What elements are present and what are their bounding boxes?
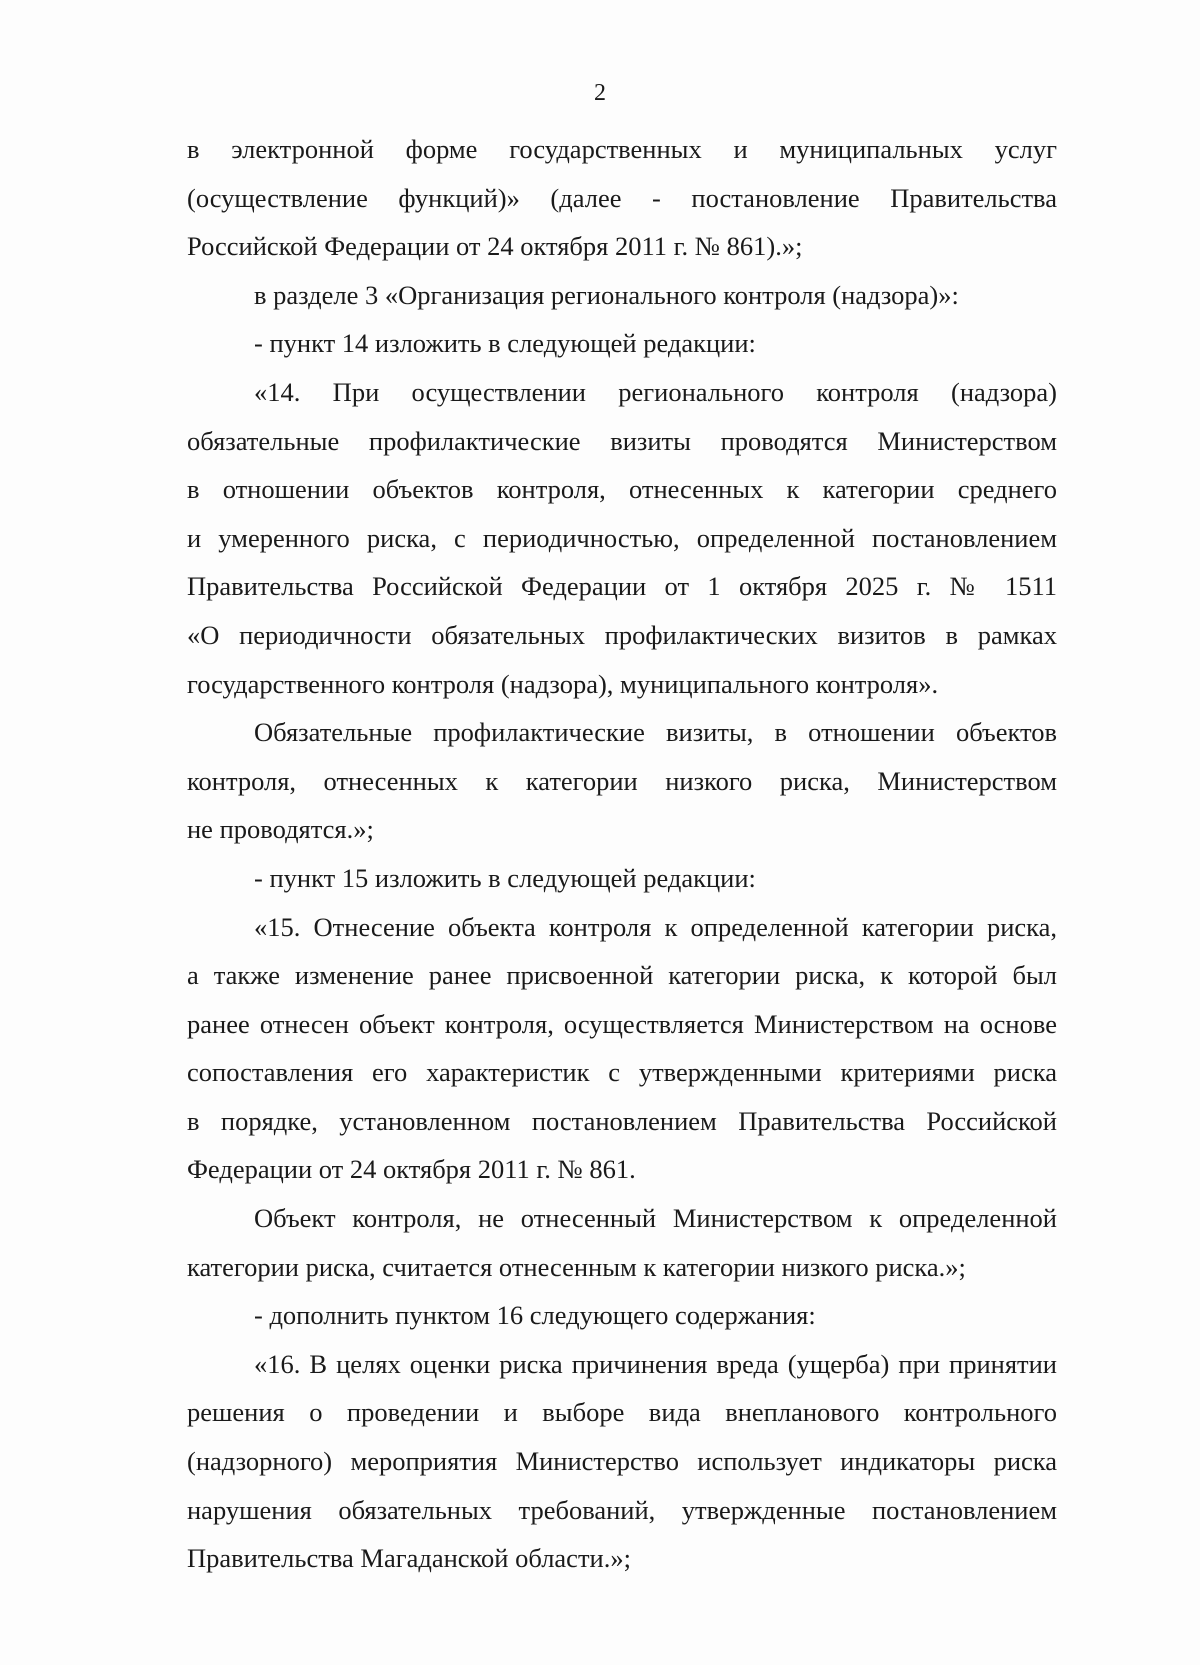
- text-line: Объект контроля, не отнесенный Министерством к определенной: [254, 1203, 1057, 1234]
- text-line: «14. При осуществлении регионального контроля (надзора): [254, 376, 1057, 407]
- text-line: (надзорного) мероприятия Министерство использует индикаторы риска: [187, 1446, 1057, 1477]
- text-line: Правительства Магаданской области.»;: [187, 1543, 631, 1574]
- text-line: сопоставления его характеристик с утвержденными критериями риска: [187, 1057, 1057, 1088]
- text-line: - пункт 15 изложить в следующей редакции:: [254, 862, 756, 893]
- text-line: обязательные профилактические визиты проводятся Министерством: [187, 425, 1057, 456]
- text-line: - пункт 14 изложить в следующей редакции:: [254, 328, 756, 359]
- page-number: 2: [594, 80, 606, 106]
- text-line: в разделе 3 «Организация регионального контроля (надзора)»:: [254, 279, 959, 310]
- text-line: «16. В целях оценки риска причинения вреда (ущерба) при принятии: [254, 1348, 1057, 1379]
- text-line: в электронной форме государственных и муниципальных услуг: [187, 134, 1057, 164]
- text-line: ранее отнесен объект контроля, осуществляется Министерством на основе: [187, 1008, 1057, 1039]
- text-line: в порядке, установленном постановлением Правительства Российской: [187, 1105, 1057, 1136]
- text-line: государственного контроля (надзора), муниципального контроля».: [187, 668, 939, 699]
- text-line: (осуществление функций)» (далее - постановление Правительства: [187, 182, 1057, 213]
- text-line: не проводятся.»;: [187, 814, 374, 845]
- text-line: Обязательные профилактические визиты, в отношении объектов: [254, 717, 1057, 748]
- text-line: Федерации от 24 октября 2011 г. № 861.: [187, 1154, 636, 1185]
- text-line: и умеренного риска, с периодичностью, определенной постановлением: [187, 522, 1057, 553]
- text-line: а также изменение ранее присвоенной категории риска, к которой был: [187, 960, 1057, 991]
- text-line: нарушения обязательных требований, утвержденные постановлением: [187, 1494, 1057, 1525]
- text-line: в отношении объектов контроля, отнесенных к категории среднего: [187, 474, 1057, 505]
- text-line: категории риска, считается отнесенным к категории низкого риска.»;: [187, 1251, 966, 1282]
- text-line: - дополнить пунктом 16 следующего содержания:: [254, 1300, 816, 1331]
- text-line: контроля, отнесенных к категории низкого риска, Министерством: [187, 765, 1057, 796]
- text-line: «15. Отнесение объекта контроля к определенной категории риска,: [254, 911, 1057, 942]
- document-body: [187, 125, 1057, 1583]
- text-line: «О периодичности обязательных профилактических визитов в рамках: [187, 619, 1057, 650]
- text-line: Российской Федерации от 24 октября 2011 г. № 861).»;: [187, 231, 803, 262]
- text-line: Правительства Российской Федерации от 1 октября 2025 г. № 1511: [187, 571, 1057, 602]
- text-line: решения о проведении и выборе вида внепланового контрольного: [187, 1397, 1057, 1428]
